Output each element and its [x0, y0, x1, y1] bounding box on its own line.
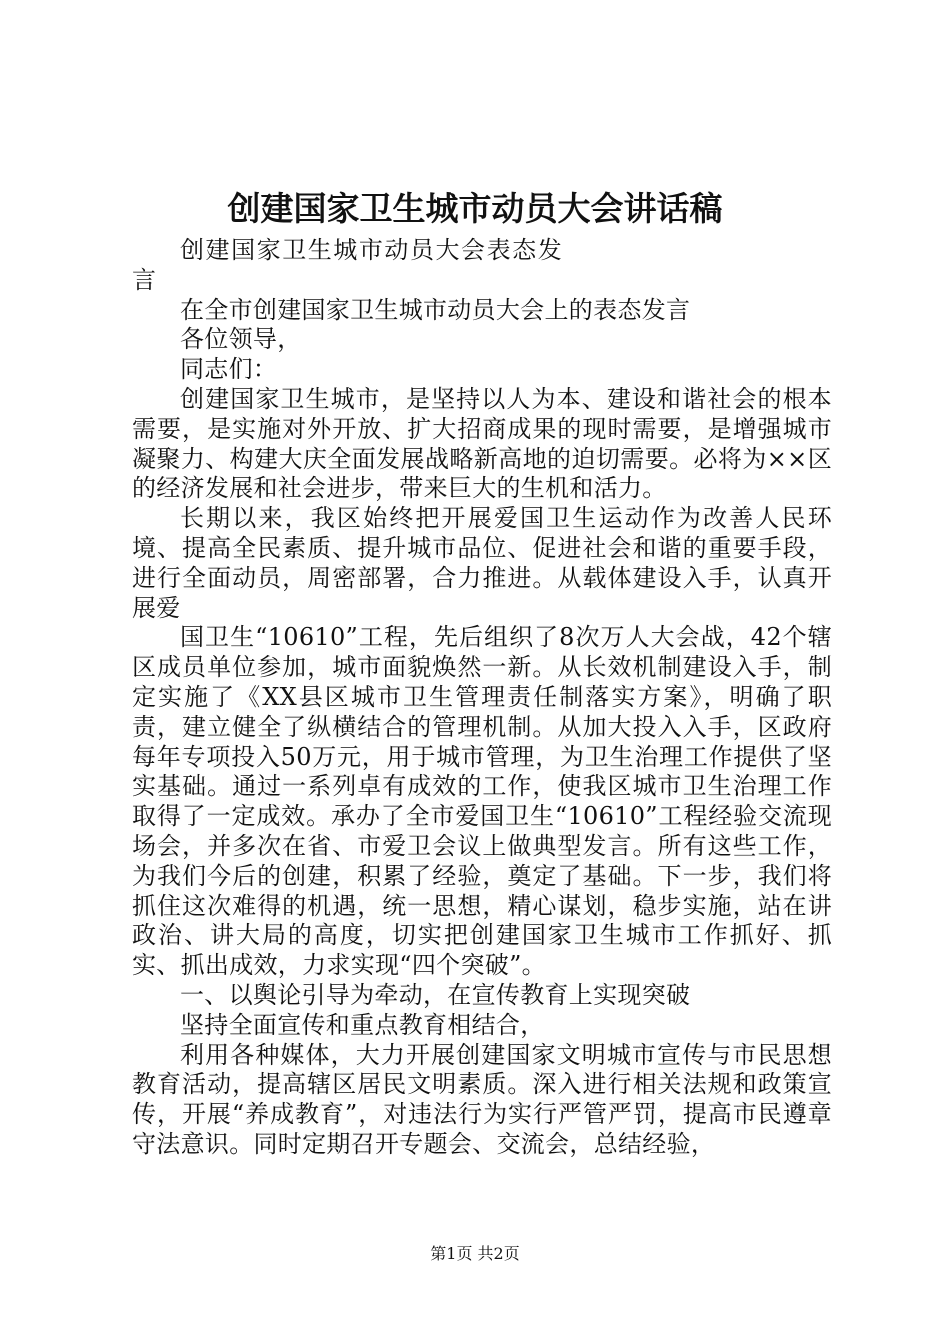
paragraph-body: 创建国家卫生城市，是坚持以人为本、建设和谐社会的根本需要，是实施对外开放、扩大招商成果的现时需要，是增强城市凝聚力、构建大庆全面发展战略新高地的迫切需要。必将为××区的经济发展和社会进步，带来巨大的生机和活力。 [132, 384, 832, 503]
document-body [132, 236, 832, 1160]
paragraph-salutation-comrades: 同志们： [180, 355, 278, 384]
paragraph-body: 国卫生“10610”工程，先后组织了8次万人大会战，42个辖区成员单位参加，城市面貌焕然一新。从长效机制建设入手，制定实施了《XX县区城市卫生管理责任制落实方案》，明确了职责，建立健全了纵横结合的管理机制。从加大投入入手，区政府每年专项投入50万元，用于城市管理，为卫生治理工作提供了坚实基础。通过一系列卓有成效的工作，使我区城市卫生治理工作取得了一定成效。承办了全市爱国卫生“10610”工程经验交流现场会，并多次在省、市爱卫会议上做典型发言。所有这些工作，为我们今后的创建，积累了经验，奠定了基础。下一步，我们将抓住这次难得的机遇，统一思想，精心谋划，稳步实施，站在讲政治、讲大局的高度，切实把创建国家卫生城市工作抓好、抓实、抓出成效，力求实现“四个突破”。 [132, 623, 832, 980]
paragraph-subtitle: 创建国家卫生城市动员大会表态发言 [132, 236, 562, 294]
paragraph-body: 长期以来，我区始终把开展爱国卫生运动作为改善人民环境、提高全民素质、提升城市品位、促进社会和谐的重要手段，进行全面动员，周密部署，合力推进。从载体建设入手，认真开展爱 [132, 504, 832, 622]
paragraph-section-heading: 一、以舆论引导为牵动，在宣传教育上实现突破 [180, 980, 691, 1009]
paragraph-body: 利用各种媒体，大力开展创建国家文明城市宣传与市民思想教育活动，提高辖区居民文明素质。深入进行相关法规和政策宣传，开展“养成教育”，对违法行为实行严管严罚，提高市民遵章守法意识。同时定期召开专题会、交流会，总结经验， [132, 1040, 832, 1158]
paragraph-salutation-leaders: 各位领导， [180, 325, 302, 354]
page-number: 第1页 共2页 [430, 1244, 520, 1263]
paragraph-speech-heading: 在全市创建国家卫生城市动员大会上的表态发言 [180, 295, 691, 324]
document-title: 创建国家卫生城市动员大会讲话稿 [227, 189, 723, 228]
paragraph-body: 坚持全面宣传和重点教育相结合， [180, 1010, 545, 1039]
